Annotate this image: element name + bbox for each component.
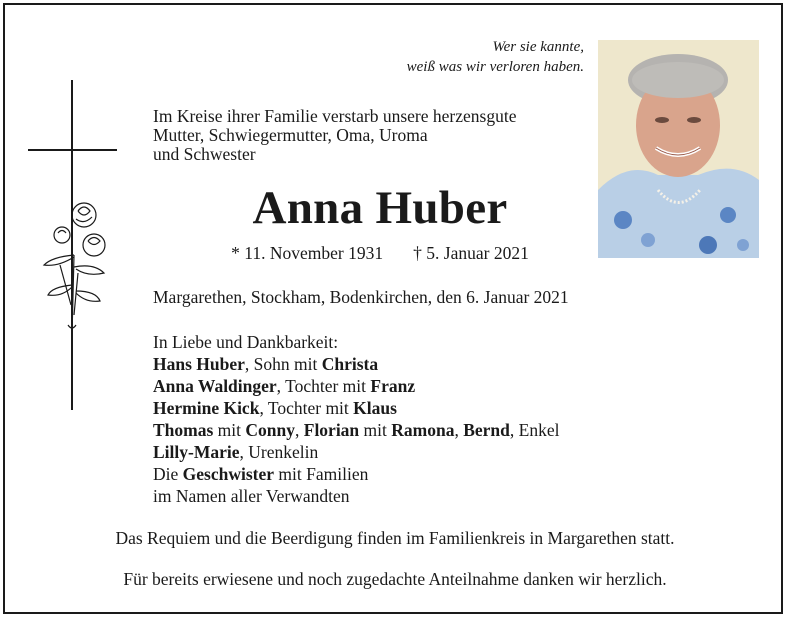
thanks-notice: Für bereits erwiesene und noch zugedachte Anteilnahme danken wir herzlich. — [123, 569, 667, 589]
mourner-text: mit Familien — [274, 464, 369, 484]
intro-line-1: Im Kreise ihrer Familie verstarb unsere herzensgute — [153, 106, 517, 126]
mourners-heading: In Liebe und Dankbarkeit: — [153, 332, 339, 352]
motto-line-1: Wer sie kannte, — [492, 39, 584, 55]
mourner-line — [153, 485, 559, 507]
mourner-text: mit — [359, 420, 392, 440]
mourner-name: Hermine Kick — [153, 398, 260, 418]
mourner-text: , Urenkelin — [239, 442, 319, 462]
intro-line-2: Mutter, Schwiegermutter, Oma, Uroma — [153, 125, 428, 145]
birth-date: * 11. November 1931 — [231, 243, 384, 263]
intro-text — [153, 107, 516, 164]
mourner-line — [153, 419, 559, 441]
life-dates — [150, 243, 610, 264]
mourner-name: Klaus — [353, 398, 397, 418]
motto-line-2: weiß was wir verloren haben. — [406, 59, 584, 75]
rose-icon — [38, 195, 110, 340]
mourner-name: Geschwister — [182, 464, 275, 484]
mourners-list — [153, 331, 559, 507]
portrait-photo — [598, 40, 759, 258]
mourner-name: Christa — [321, 354, 379, 374]
mourner-text: , Tochter mit — [276, 376, 371, 396]
intro-line-3: und Schwester — [153, 144, 256, 164]
requiem-notice: Das Requiem und die Beerdigung finden im Familienkreis in Margarethen statt. — [115, 528, 675, 548]
mourner-name: Bernd — [463, 420, 510, 440]
mourner-name: Hans Huber — [153, 354, 245, 374]
death-date: † 5. Januar 2021 — [413, 243, 529, 263]
mourner-name: Anna Waldinger — [153, 376, 277, 396]
mourner-line — [153, 441, 559, 463]
mourner-text: im Namen aller Verwandten — [153, 486, 350, 506]
mourner-text: , Enkel — [509, 420, 560, 440]
mourner-text: mit — [213, 420, 246, 440]
mourner-name: Thomas — [153, 420, 214, 440]
mourner-text: , — [295, 420, 304, 440]
mourner-text: , Sohn mit — [244, 354, 322, 374]
deceased-name: Anna Huber — [252, 182, 508, 234]
mourner-name: Ramona — [391, 420, 455, 440]
mourner-name: Florian — [303, 420, 360, 440]
mourner-line — [153, 397, 559, 419]
mourner-line — [153, 353, 559, 375]
mourner-line — [153, 463, 559, 485]
mourner-line — [153, 375, 559, 397]
mourner-text: Die — [153, 464, 183, 484]
mourner-text: , Tochter mit — [259, 398, 354, 418]
motto — [407, 37, 584, 77]
cross-horizontal-beam — [28, 149, 117, 151]
place-and-date: Margarethen, Stockham, Bodenkirchen, den 6. Januar 2021 — [153, 287, 569, 307]
mourner-text: , — [454, 420, 464, 440]
mourner-name: Conny — [245, 420, 295, 440]
mourner-name: Lilly-Marie — [153, 442, 240, 462]
mourner-name: Franz — [370, 376, 416, 396]
